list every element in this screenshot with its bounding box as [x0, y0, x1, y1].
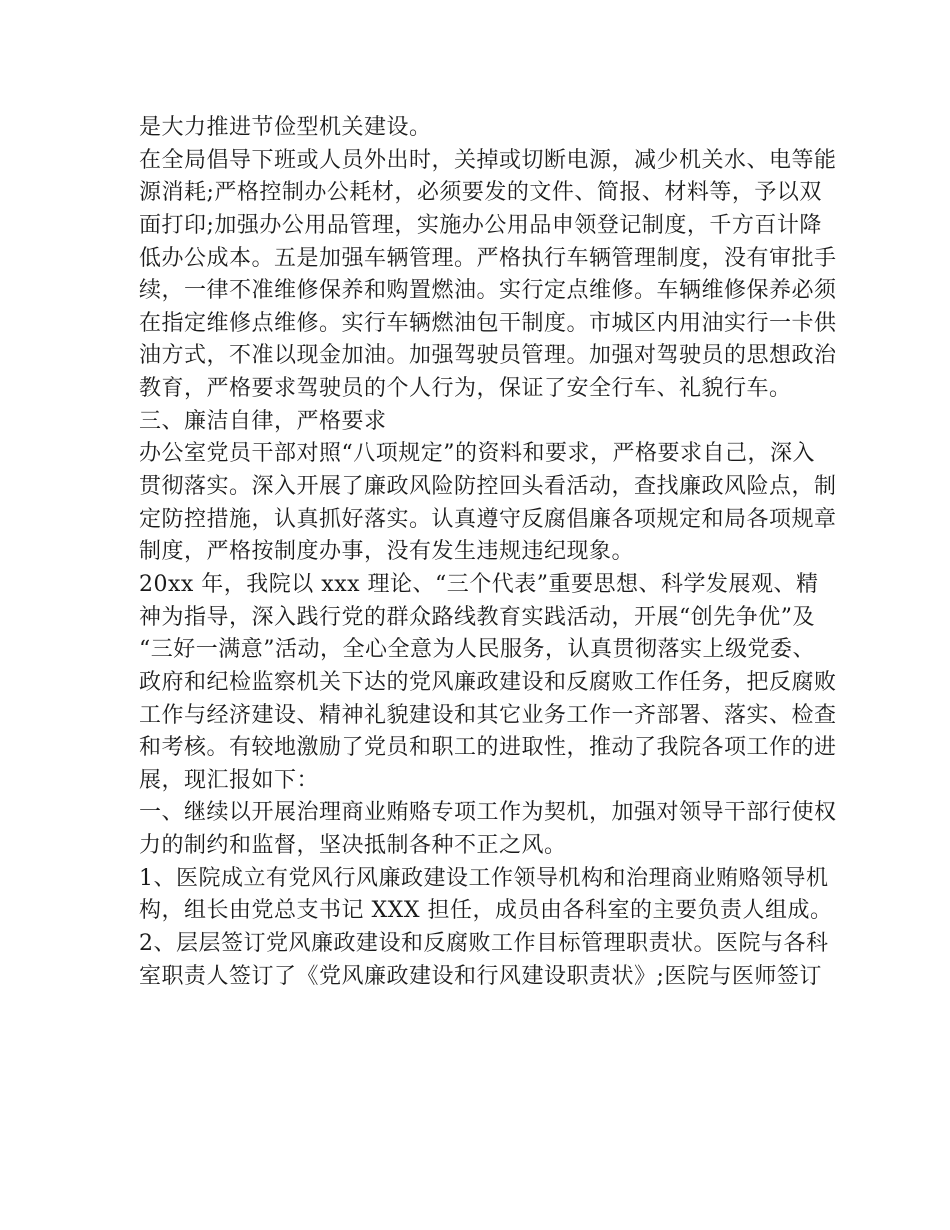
text-line: 工作与经济建设、精神礼貌建设和其它业务工作一齐部署、落实、检查 [139, 702, 837, 728]
text-line: 政府和纪检监察机关下达的党风廉政建设和反腐败工作任务，把反腐败 [139, 669, 837, 695]
text-line: “三好一满意”活动，全心全意为人民服务，认真贯彻落实上级党委、 [139, 637, 815, 663]
text-line: 面打印;加强办公用品管理，实施办公用品申领登记制度，千方百计降 [139, 212, 822, 238]
text-line: 室职责人签订了《党风廉政建设和行风建设职责状》;医院与医师签订 [139, 963, 822, 989]
text-line: 油方式，不准以现金加油。加强驾驶员管理。加强对驾驶员的思想政治 [139, 343, 837, 369]
text-line: 是大力推进节俭型机关建设。 [139, 115, 432, 140]
text-line: 低办公成本。五是加强车辆管理。严格执行车辆管理制度，没有审批手 [139, 245, 837, 271]
section-heading: 三、廉洁自律，严格要求 [139, 408, 387, 434]
text-line: 教育，严格要求驾驶员的个人行为，保证了安全行车、礼貌行车。 [139, 376, 792, 402]
text-line: 源消耗;严格控制办公耗材，必须要发的文件、简报、材料等，予以双 [139, 180, 822, 206]
text-line: 贯彻落实。深入开展了廉政风险防控回头看活动，查找廉政风险点，制 [139, 474, 837, 500]
text-line: 在全局倡导下班或人员外出时，关掉或切断电源，减少机关水、电等能 [139, 147, 837, 173]
text-line: 定防控措施，认真抓好落实。认真遵守反腐倡廉各项规定和局各项规章 [139, 506, 837, 532]
text-line: 和考核。有较地激励了党员和职工的进取性，推动了我院各项工作的进 [139, 735, 837, 761]
document-body [139, 112, 837, 993]
text-line: 展，现汇报如下： [139, 767, 320, 793]
text-line: 神为指导，深入践行党的群众路线教育实践活动，开展“创先争优”及 [139, 604, 815, 630]
text-line: 续，一律不准维修保养和购置燃油。实行定点维修。车辆维修保养必须 [139, 278, 837, 304]
text-line: 力的制约和监督，坚决抵制各种不正之风。 [139, 833, 567, 859]
section-heading: 一、继续以开展治理商业贿赂专项工作为契机，加强对领导干部行使权 [139, 800, 837, 826]
text-line: 1、医院成立有党风行风廉政建设工作领导机构和治理商业贿赂领导机 [139, 865, 829, 891]
text-line: 2、层层签订党风廉政建设和反腐败工作目标管理职责状。医院与各科 [139, 931, 829, 957]
text-line: 办公室党员干部对照“八项规定”的资料和要求，严格要求自己，深入 [139, 441, 815, 467]
text-line: 20xx 年，我院以 xxx 理论、“三个代表”重要思想、科学发展观、精 [139, 571, 819, 597]
text-line: 构，组长由党总支书记 XXX 担任，成员由各科室的主要负责人组成。 [139, 898, 833, 924]
text-line: 在指定维修点维修。实行车辆燃油包干制度。市城区内用油实行一卡供 [139, 310, 837, 336]
text-line: 制度，严格按制度办事，没有发生违规违纪现象。 [139, 539, 635, 565]
